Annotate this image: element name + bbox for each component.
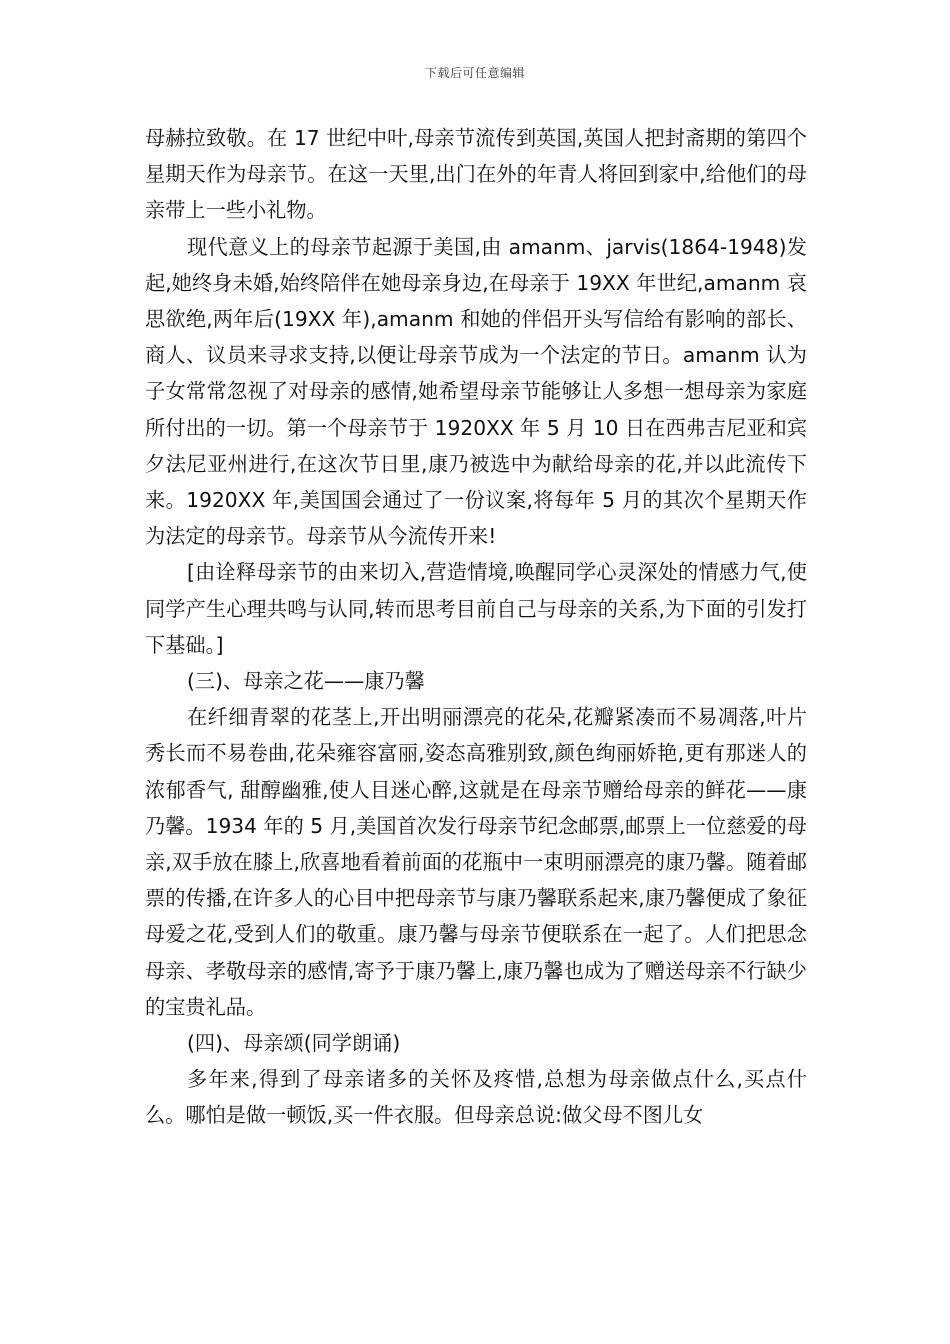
paragraph-1: 母赫拉致敬。在 17 世纪中叶,母亲节流传到英国,英国人把封斋期的第四个星期天作为母亲节。在这一天里,出门在外的年青人将回到家中,给他们的母亲带上一些小礼物。 [145,126,807,223]
section-heading-4: (四)、母亲颂(同学朗诵) [187,1031,401,1056]
page-header: 下载后可任意编辑 [424,66,525,80]
paragraph-5: 多年来,得到了母亲诸多的关怀及疼惜,总想为母亲做点什么,买点什么。哪怕是做一顿饭,买一件衣服。但母亲总说:做父母不图儿女 [145,1067,807,1128]
document-body [145,120,807,1134]
paragraph-4: 在纤细青翠的花茎上,开出明丽漂亮的花朵,花瓣紧凑而不易凋落,叶片秀长而不易卷曲,花朵雍容富丽,姿态高雅别致,颜色绚丽娇艳,更有那迷人的浓郁香气, 甜醇幽雅,使人目迷心醉,这就是在母亲节赠给母亲的鲜花——康乃馨。1934 年的 5 月,美国首次发行母亲节纪念邮票,邮票上一位慈爱的母亲,双手放在膝上,欣喜地看着前面的花瓶中一束明丽漂亮的康乃馨。随着邮票的传播,在许多人的心目中把母亲节与康乃馨联系起来,康乃馨便成了象征母爱之花,受到人们的敬重。康乃馨与母亲节便联系在一起了。人们把思念母亲、孝敬母亲的感情,寄予于康乃馨上,康乃馨也成为了赠送母亲不行缺少的宝贵礼品。 [145,705,807,1019]
section-heading-3: (三)、母亲之花——康乃馨 [187,669,425,694]
paragraph-3: [由诠释母亲节的由来切入,营造情境,唤醒同学心灵深处的情感力气,使同学产生心理共鸣与认同,转而思考目前自己与母亲的关系,为下面的引发打下基础。] [145,560,807,657]
paragraph-2: 现代意义上的母亲节起源于美国,由 amanm、jarvis(1864-1948)发起,她终身未婚,始终陪伴在她母亲身边,在母亲于 19XX 年世纪,amanm 哀思欲绝,两年后(19XX 年),amanm 和她的伴侣开头写信给有影响的部长、商人、议员来寻求支持,以便让母亲节成为一个法定的节日。amanm 认为子女常常忽视了对母亲的感情,她希望母亲节能够让人多想一想母亲为家庭所付出的一切。第一个母亲节于 1920XX 年 5 月 10 日在西弗吉尼亚和宾夕法尼亚州进行,在这次节日里,康乃被选中为献给母亲的花,并以此流传下来。1920XX 年,美国国会通过了一份议案,将每年 5 月的其次个星期天作为法定的母亲节。母亲节从今流传开来! [145,234,807,549]
